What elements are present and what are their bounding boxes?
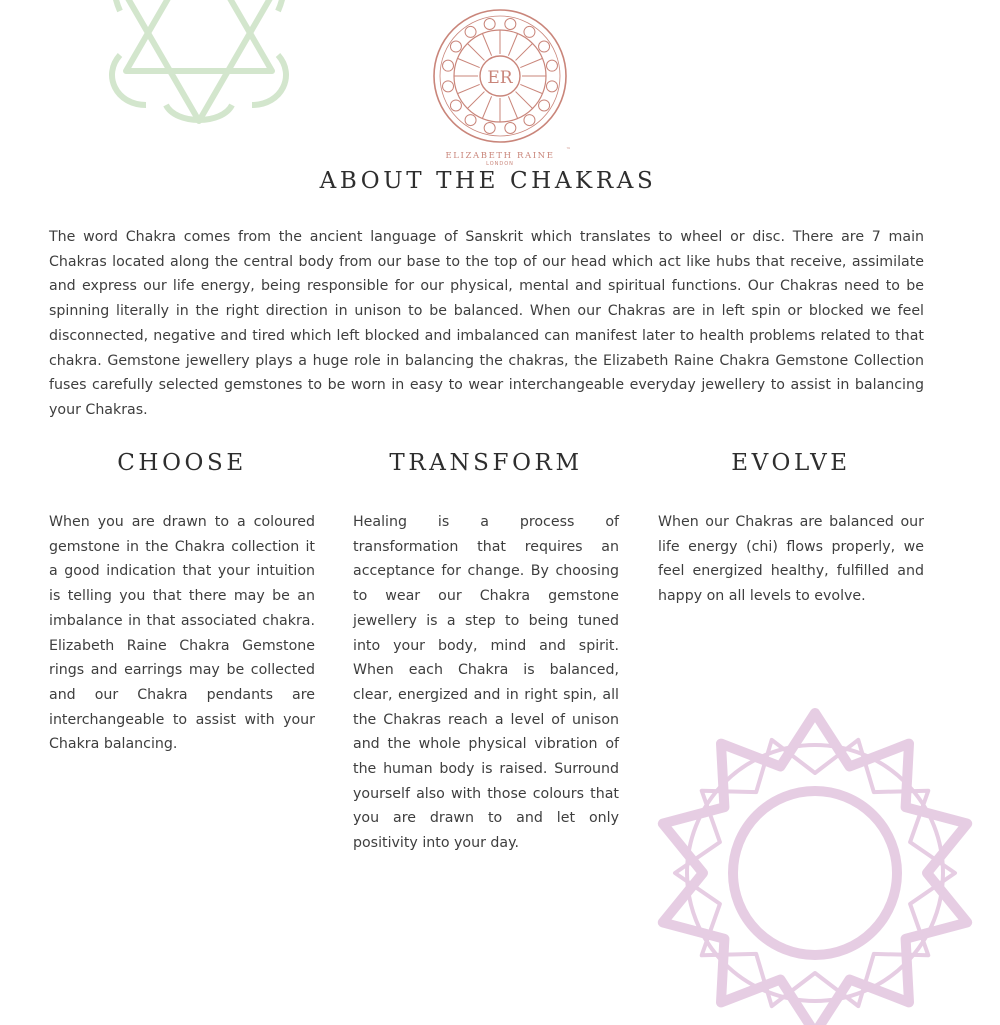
logo-monogram: ER	[487, 68, 513, 88]
crown-chakra-icon	[655, 705, 975, 1025]
section-evolve	[658, 450, 924, 609]
intro-paragraph: The word Chakra comes from the ancient language of Sanskrit which translates to wheel or disc. There are 7 main Chakras located along the central body from our base to the top of our head which act like hubs that receive, assimilate and express our life energy, being responsible for our physical, mental and spiritual functions. Our Chakras need to be spinning literally in the right direction in unison to be balanced. When our Chakras are in left spin or blocked we feel disconnected, negative and tired which left blocked and imbalanced can manifest later to health problems related to that chakra. Gemstone jewellery plays a huge role in balancing the chakras, the Elizabeth Raine Chakra Gemstone Collection fuses carefully selected gemstones to be worn in easy to wear interchangeable everyday jewellery to assist in balancing your Chakras.	[49, 229, 924, 418]
section-heading-evolve: EVOLVE	[731, 450, 851, 476]
page-title: ABOUT THE CHAKRAS	[319, 168, 657, 194]
section-body-choose: When you are drawn to a coloured gemstone in the Chakra collection it a good indication that your intuition is telling you that there may be an imbalance in that associated chakra. Elizabeth Raine Chakra Gemstone rings and earrings may be collected and our Chakra pendants are interchangeable to assist with your Chakra balancing.	[49, 514, 315, 753]
section-choose	[49, 450, 315, 757]
heart-chakra-icon	[106, 0, 292, 133]
section-transform	[353, 450, 619, 856]
logo-brand-name: ELIZABETH RAINE	[445, 151, 555, 161]
section-body-transform: Healing is a process of transformation that requires an acceptance for change. By choosing to wear our Chakra gemstone jewellery is a step to being tuned into your body, mind and spirit. When each Chakra is balanced, clear, energized and in right spin, all the Chakras reach a level of unison and the whole physical vibration of the human body is raised. Surround yourself also with those colours that you are drawn to and let only positivity into your day.	[353, 514, 619, 852]
logo-location: LONDON	[486, 161, 514, 166]
section-heading-transform: TRANSFORM	[389, 450, 583, 476]
section-heading-choose: CHOOSE	[117, 450, 247, 476]
logo-trademark: ™	[566, 147, 571, 153]
section-body-evolve: When our Chakras are balanced our life energy (chi) flows properly, we feel energized healthy, fulfilled and happy on all levels to evolve.	[658, 514, 924, 605]
brand-logo	[425, 6, 575, 166]
